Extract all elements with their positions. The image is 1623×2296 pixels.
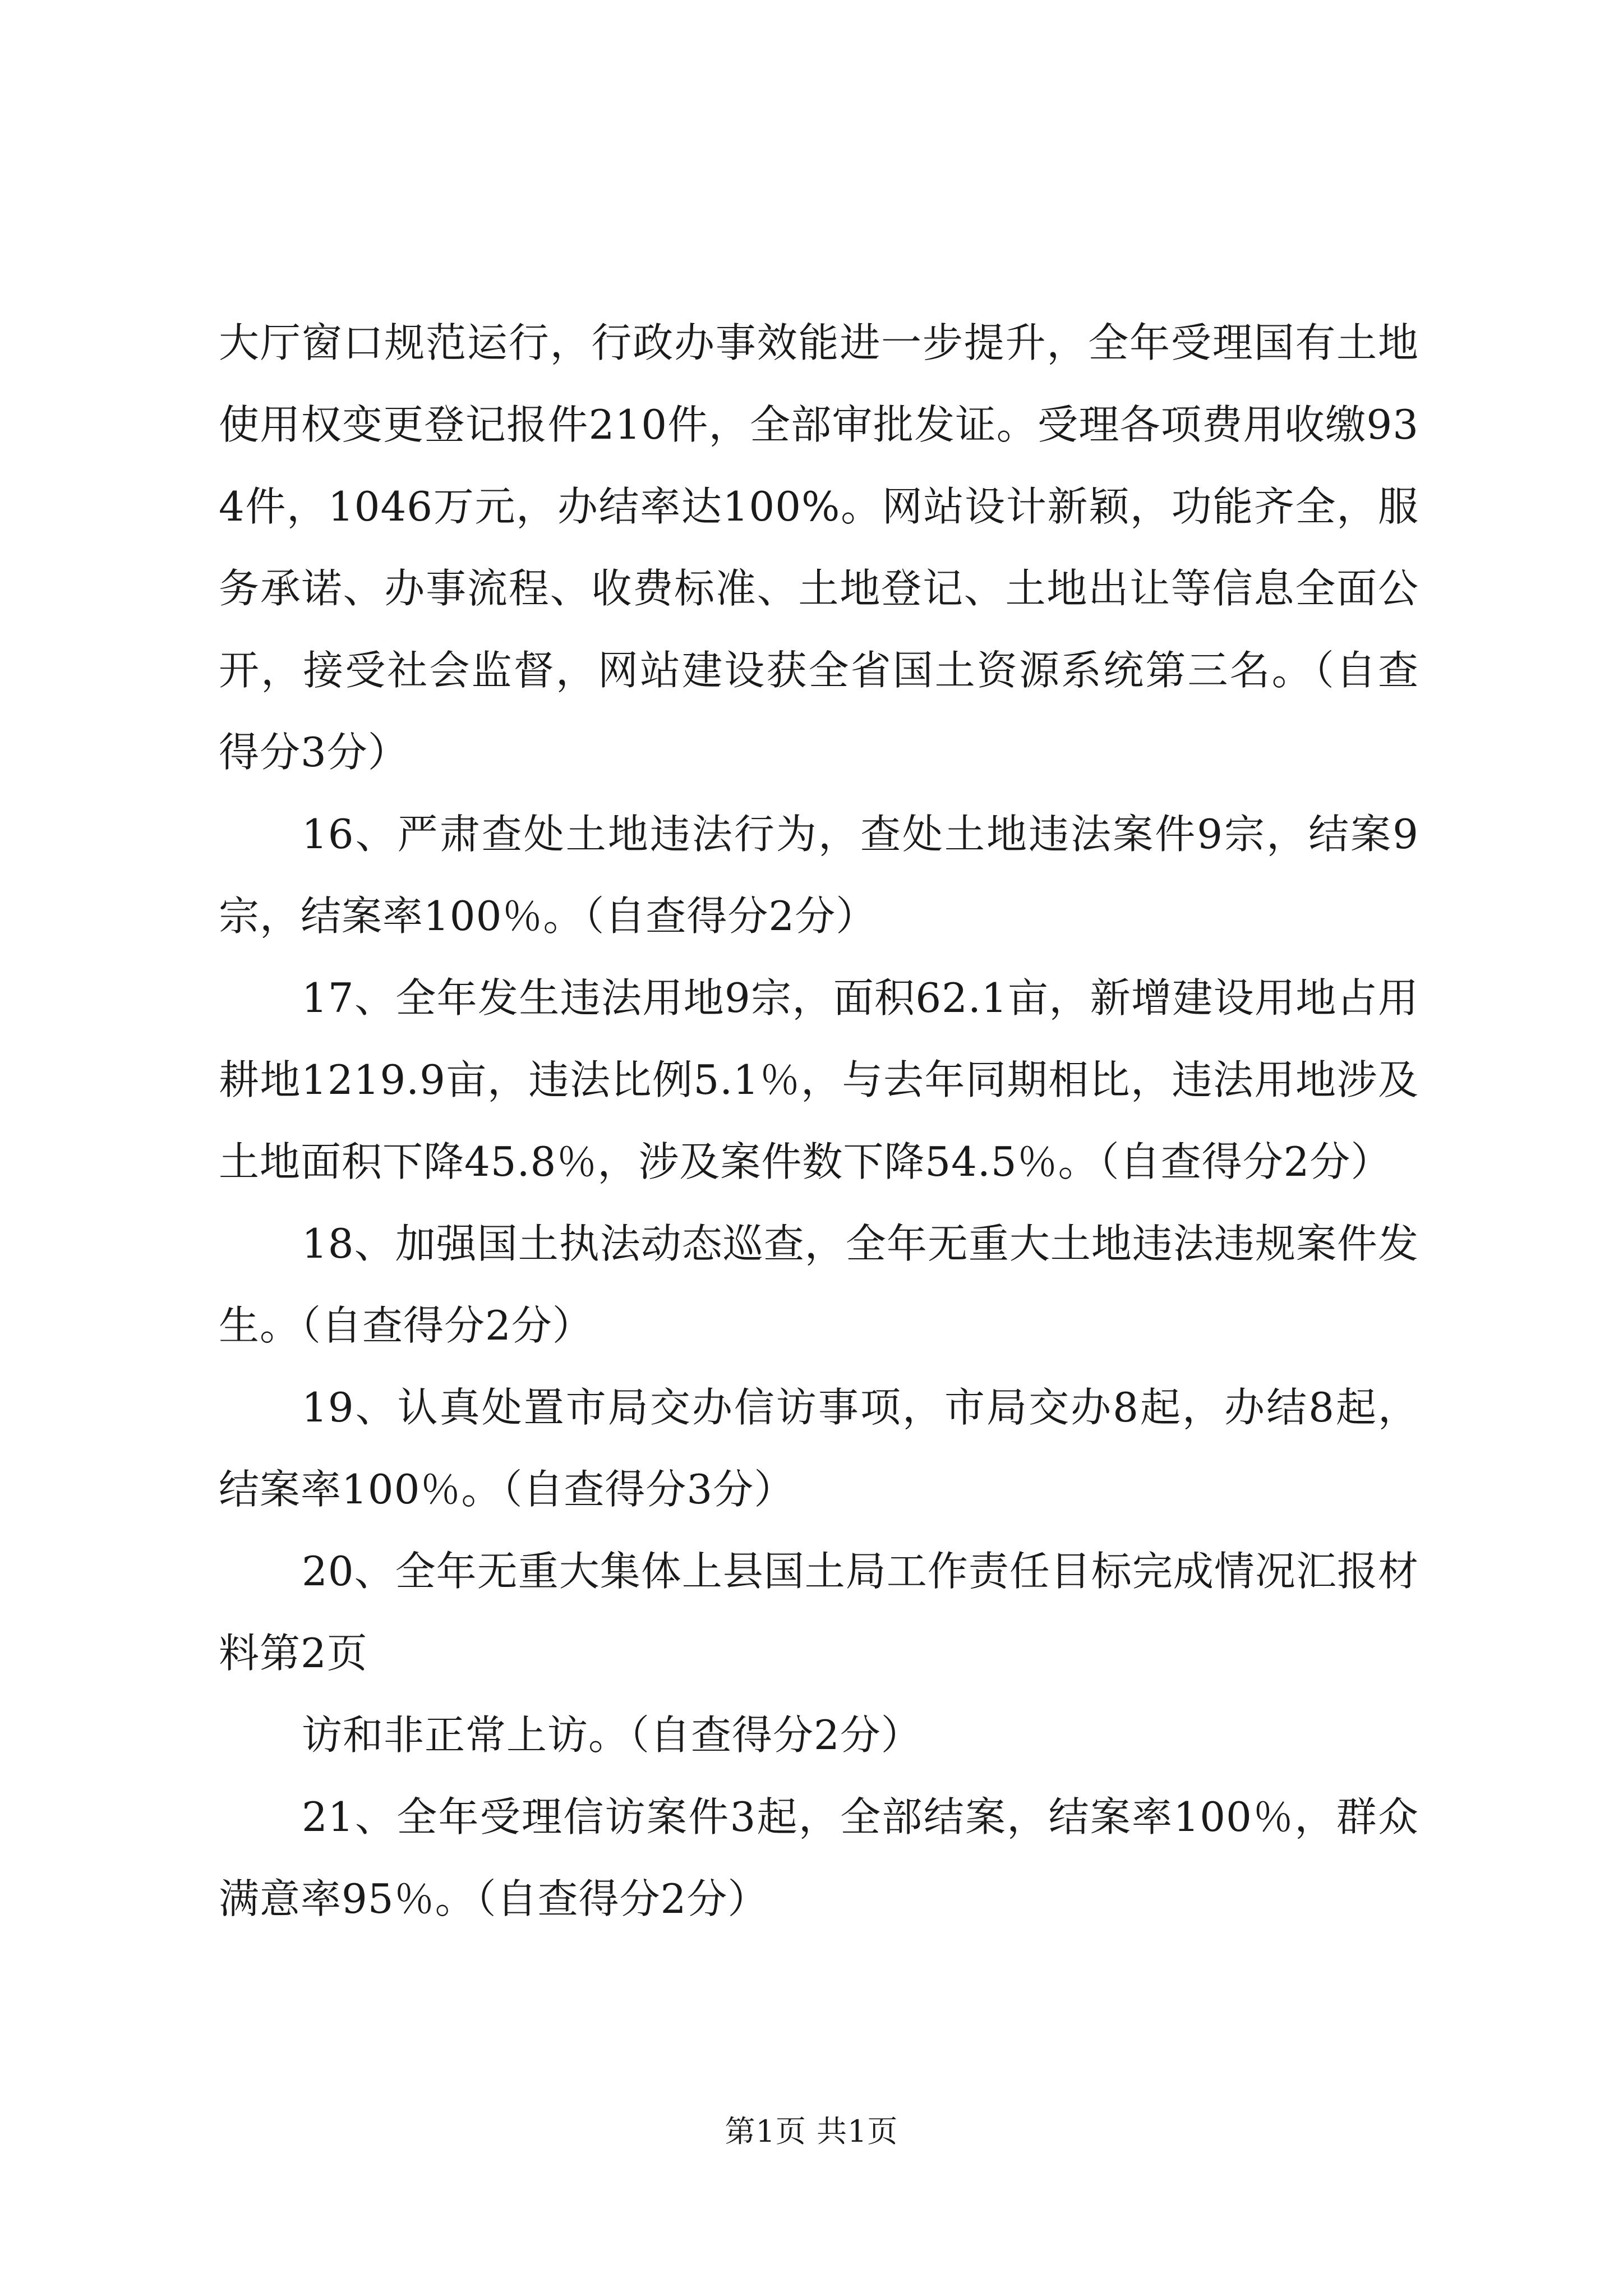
- document-body: [219, 302, 1419, 1940]
- paragraph-item-19: 19、认真处置市局交办信访事项，市局交办8起，办结8起，结案率100％。（自查得分3分）: [219, 1384, 1419, 1513]
- paragraph-item-18: 18、加强国土执法动态巡查，全年无重大土地违法违规案件发生。（自查得分2分）: [219, 1220, 1419, 1349]
- page-footer: 第1页 共1页: [725, 2114, 898, 2149]
- paragraph-item-17: 17、全年发生违法用地9宗，面积62.1亩，新增建设用地占用耕地1219.9亩，违法比例5.1％，与去年同期相比，违法用地涉及土地面积下降45.8％，涉及案件数下降54.5％。（自查得分2分）: [219, 974, 1419, 1185]
- paragraph-item-20-continued: 访和非正常上访。（自查得分2分）: [302, 1711, 922, 1759]
- paragraph-item-16: 16、严肃查处土地违法行为，查处土地违法案件9宗，结案9宗，结案率100％。（自查得分2分）: [219, 811, 1419, 940]
- paragraph-lead: 大厅窗口规范运行，行政办事效能进一步提升，全年受理国有土地使用权变更登记报件210件，全部审批发证。受理各项费用收缴934件，1046万元，办结率达100%。网站设计新颖，功能齐全，服务承诺、办事流程、收费标准、土地登记、土地出让等信息全面公开，接受社会监督，网站建设获全省国土资源系统第三名。（自查得分3分）: [219, 319, 1419, 776]
- paragraph-item-20: 20、全年无重大集体上县国土局工作责任目标完成情况汇报材料第2页: [219, 1548, 1419, 1677]
- paragraph-item-21: 21、全年受理信访案件3起，全部结案，结案率100％，群众满意率95％。（自查得分2分）: [219, 1793, 1419, 1922]
